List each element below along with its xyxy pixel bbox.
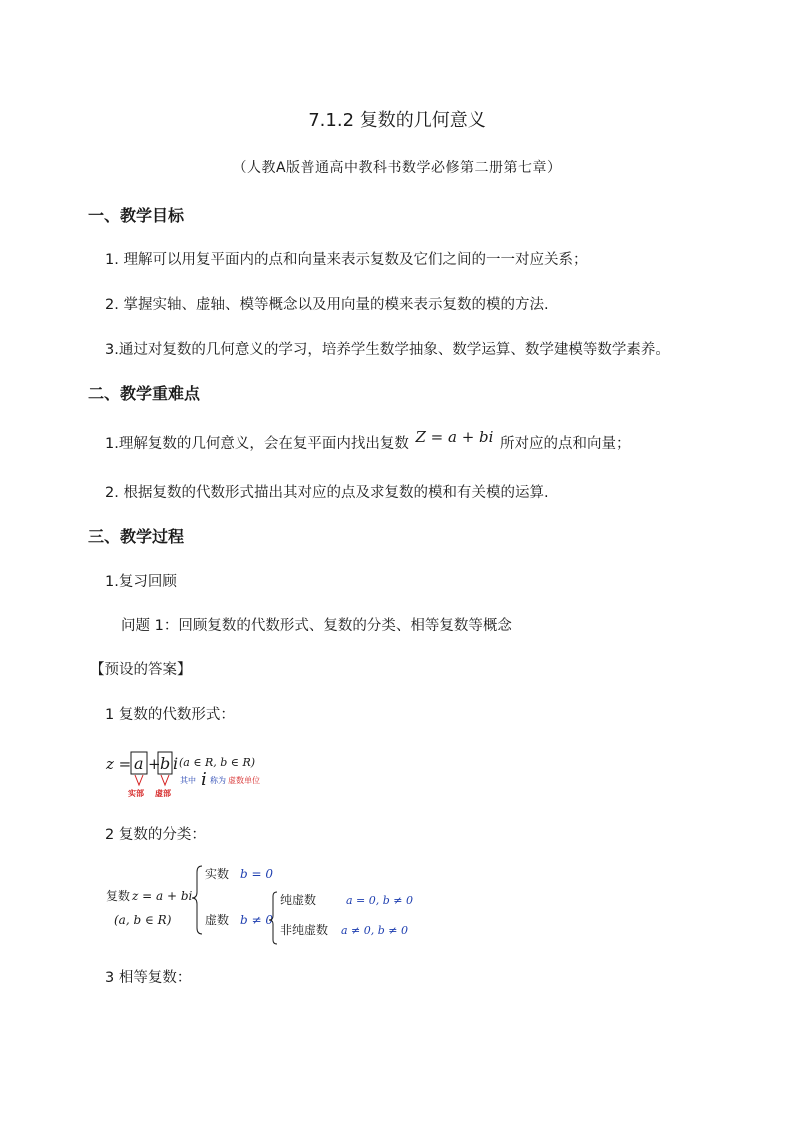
formula-z-eq: z =	[106, 755, 132, 773]
imag-part-label: 虚部	[155, 789, 171, 798]
objective-item-3: 3.通过对复数的几何意义的学习，培养学生数学抽象、数学运算、数学建模等数学素养。	[105, 342, 670, 358]
class-brace-main	[192, 866, 202, 934]
process-review: 1.复习回顾	[105, 574, 177, 590]
page-title: 7.1.2 复数的几何意义	[308, 110, 486, 131]
class-lhs-condition: (a, b ∈ R)	[114, 913, 172, 927]
class-real-text: 实数	[205, 867, 230, 881]
classification-diagram	[100, 858, 420, 948]
equal-complex-label: 3 相等复数：	[105, 970, 192, 986]
class-lhs-text: 复数	[106, 889, 131, 903]
formula-i: i	[173, 754, 179, 773]
key-point-item-1	[105, 428, 631, 453]
formula-b: b	[160, 754, 171, 773]
process-question-1: 问题 1：回顾复数的代数形式、复数的分类、相等复数等概念	[121, 618, 512, 634]
key-point-item-2: 2. 根据复数的代数形式描出其对应的点及求复数的模和有关模的运算.	[105, 485, 549, 501]
section-heading-key-points: 二、教学重难点	[88, 384, 201, 403]
class-imag-condition: b ≠ 0	[240, 913, 273, 927]
key-point-item-1-text: 1.理解复数的几何意义，会在复平面内找出复数	[105, 436, 409, 452]
formula-a: a	[134, 754, 144, 773]
formula-condition: (a ∈ R, b ∈ R)	[179, 756, 256, 769]
class-nonpure-text: 非纯虚数	[280, 923, 329, 937]
class-imag-text: 虚数	[205, 913, 230, 927]
classification-label: 2 复数的分类：	[105, 827, 206, 843]
note-i-symbol: i	[201, 769, 207, 790]
algebraic-form-diagram	[100, 742, 300, 802]
section-heading-process: 三、教学过程	[88, 527, 185, 546]
section-heading-objectives: 一、教学目标	[88, 206, 185, 225]
class-lhs-formula: z = a + bi	[132, 889, 193, 903]
note-chengwei: 称为	[210, 776, 226, 785]
key-point-item-1-formula: Z = a + bi	[415, 428, 494, 446]
class-nonpure-condition: a ≠ 0, b ≠ 0	[341, 924, 409, 937]
class-real-condition: b = 0	[240, 867, 273, 881]
note-qizhong: 其中	[180, 776, 196, 785]
class-pure-condition: a = 0, b ≠ 0	[346, 894, 414, 907]
real-part-label: 实部	[128, 789, 144, 798]
key-point-item-1-text-after: 所对应的点和向量；	[500, 436, 631, 452]
objective-item-2: 2. 掌握实轴、虚轴、模等概念以及用向量的模来表示复数的模的方法.	[105, 297, 549, 313]
real-part-pointer	[135, 775, 143, 785]
objective-item-1: 1. 理解可以用复平面内的点和向量来表示复数及它们之间的一一对应关系；	[105, 252, 588, 268]
imag-part-pointer	[161, 775, 169, 785]
class-pure-text: 纯虚数	[280, 893, 317, 907]
page-subtitle: （人教A版普通高中教科书数学必修第二册第七章）	[232, 160, 562, 176]
answer-label: 【预设的答案】	[90, 662, 192, 678]
algebraic-form-label: 1 复数的代数形式：	[105, 707, 235, 723]
formula-plus: +	[148, 755, 161, 773]
note-imag-unit: 虚数单位	[228, 776, 260, 785]
